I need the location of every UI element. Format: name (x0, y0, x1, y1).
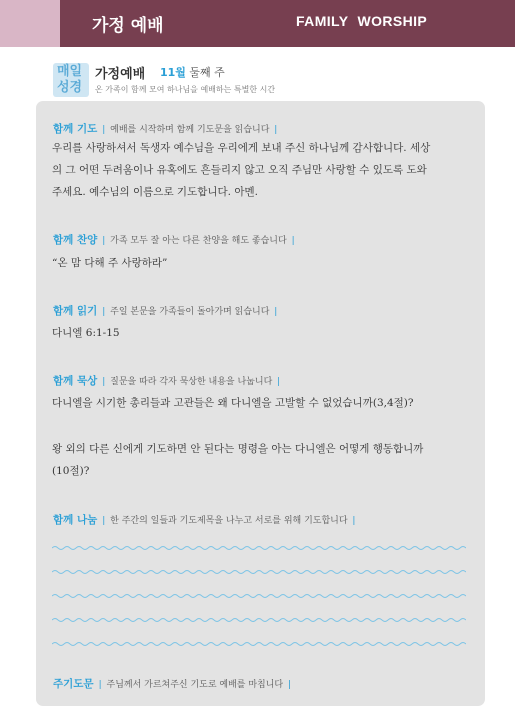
reading-passage: 다니엘 6:1-15 (52, 327, 120, 339)
section-praise-label: 함께 찬양 (53, 234, 98, 246)
section-praise-header: 함께 찬양 | 가족 모두 잘 아는 다른 찬양을 해도 좋습니다 | (53, 234, 295, 246)
prayer-line: 주세요. 예수님의 이름으로 기도합니다. 아멘. (52, 186, 258, 198)
top-banner (0, 0, 515, 47)
writing-line[interactable] (52, 545, 466, 551)
prayer-line: 의 그 어떤 두려움이나 유혹에도 흔들리지 않고 오직 주님만 사랑할 수 있도록 도와 (52, 164, 427, 176)
writing-line[interactable] (52, 617, 466, 623)
question-line: 왕 외의 다른 신에게 기도하면 안 된다는 명령을 아는 다니엘은 어떻게 행동합니까 (52, 443, 424, 455)
section-reading-header: 함께 읽기 | 주일 본문을 가족들이 돌아가며 읽습니다 | (53, 305, 278, 317)
section-prayer-header: 함께 기도 | 예배를 시작하며 함께 기도문을 읽습니다 | (53, 123, 278, 135)
section-meditation-label: 함께 묵상 (53, 375, 98, 387)
writing-line[interactable] (52, 593, 466, 599)
praise-song: “온 맘 다해 주 사랑하라” (52, 257, 168, 269)
section-meditation-desc: 질문을 따라 각자 묵상한 내용을 나눕니다 (110, 377, 273, 387)
daily-bible-logo (53, 63, 89, 97)
section-sharing-desc: 한 주간의 일들과 기도제목을 나누고 서로를 위해 기도합니다 (110, 516, 348, 526)
banner-accent (0, 0, 60, 47)
page-title: 가정예배 (95, 67, 146, 82)
page-subtitle: 온 가족이 함께 모여 하나님을 예배하는 특별한 시간 (95, 85, 276, 94)
writing-line[interactable] (52, 641, 466, 647)
question-line: (10절)? (52, 465, 90, 477)
meditation-question-2 (52, 438, 423, 482)
prayer-text (52, 137, 430, 203)
section-meditation-header: 함께 묵상 | 질문을 따라 각자 묵상한 내용을 나눕니다 | (53, 375, 281, 387)
section-closing-header: 주기도문 | 주님께서 가르쳐주신 기도로 예배를 마칩니다 | (53, 678, 292, 690)
writing-line[interactable] (52, 569, 466, 575)
week-suffix: 둘째 주 (185, 66, 225, 79)
section-praise-desc: 가족 모두 잘 아는 다른 찬양을 해도 좋습니다 (110, 236, 287, 246)
logo-top-text: 매일 (57, 64, 83, 79)
week-label (160, 64, 225, 80)
prayer-line: 우리를 사랑하셔서 독생자 예수님을 우리에게 보내 주신 하나님께 감사합니다. 세상 (52, 142, 431, 154)
section-closing-label: 주기도문 (53, 678, 94, 690)
section-prayer-label: 함께 기도 (53, 123, 98, 135)
meditation-question-1: 다니엘을 시기한 총리들과 고관들은 왜 다니엘을 고발할 수 없었습니까(3,4절)? (52, 397, 414, 409)
section-reading-desc: 주일 본문을 가족들이 돌아가며 읽습니다 (110, 307, 270, 317)
banner-title-en: FAMILY WORSHIP (296, 13, 428, 29)
week-number: 11월 (160, 66, 186, 79)
section-prayer-desc: 예배를 시작하며 함께 기도문을 읽습니다 (110, 125, 270, 135)
section-closing-desc: 주님께서 가르쳐주신 기도로 예배를 마칩니다 (106, 680, 284, 690)
section-sharing-header: 함께 나눔 | 한 주간의 일들과 기도제목을 나누고 서로를 위해 기도합니다 | (53, 514, 356, 526)
section-reading-label: 함께 읽기 (53, 305, 98, 317)
section-sharing-label: 함께 나눔 (53, 514, 98, 526)
banner-title: 가정 예배 (92, 16, 164, 36)
logo-bottom-text: 성경 (57, 80, 83, 95)
